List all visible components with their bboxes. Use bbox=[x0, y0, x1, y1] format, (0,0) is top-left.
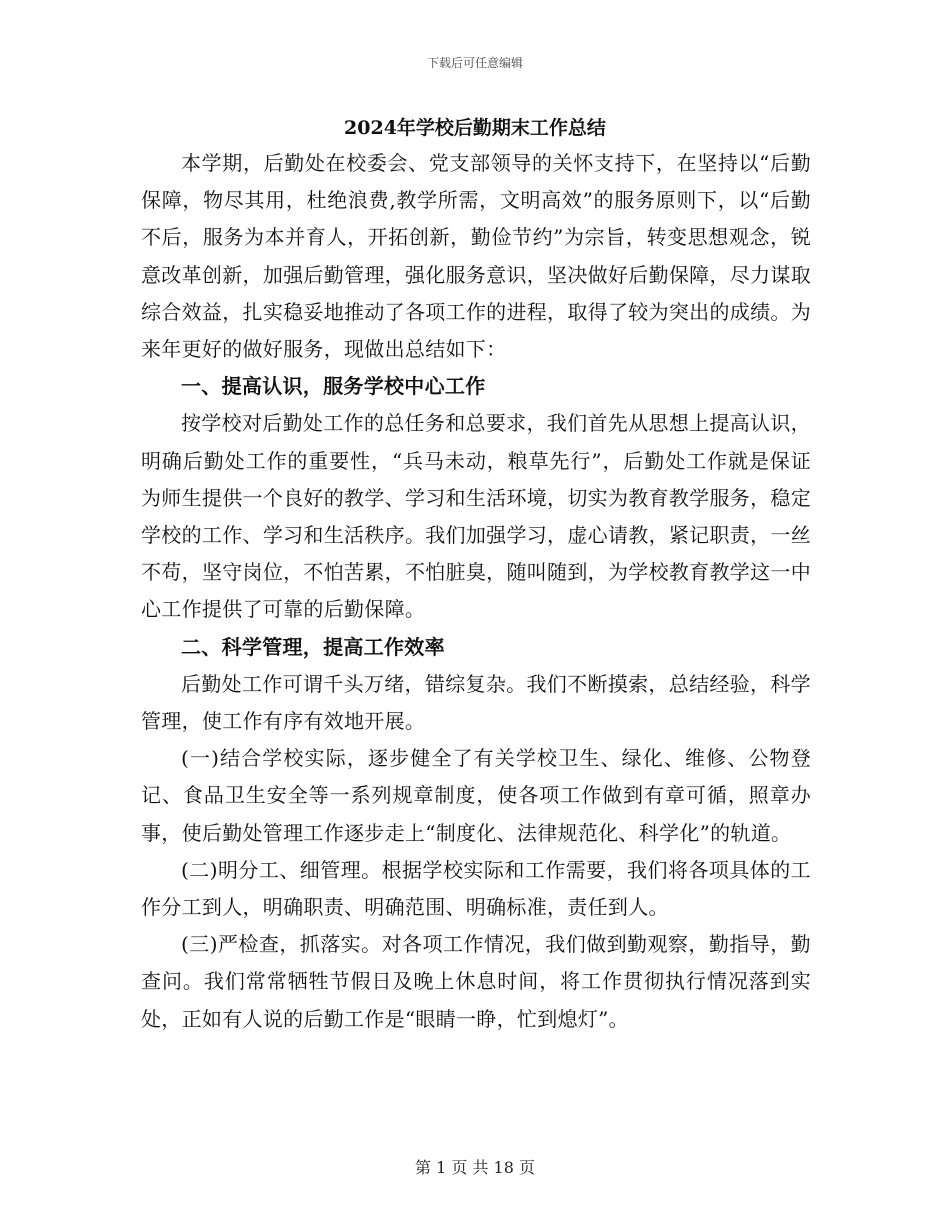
page-indicator: 第 1 页 共 18 页 bbox=[415, 1158, 535, 1177]
paragraph-item-1: (一)结合学校实际，逐步健全了有关学校卫生、绿化、维修、公物登记、食品卫生安全等一系列规章制度，使各项工作做到有章可循，照章办事，使后勤处管理工作逐步走上“制度化、法律规范化、科学化”的轨道。 bbox=[141, 746, 811, 845]
header-note: 下载后可任意编辑 bbox=[426, 56, 523, 70]
paragraph-item-2: (二)明分工、细管理。根据学校实际和工作需要，我们将各项具体的工作分工到人，明确职责、明确范围、明确标准，责任到人。 bbox=[141, 857, 811, 920]
paragraph-section-2: 后勤处工作可谓千头万绪，错综复杂。我们不断摸索，总结经验，科学管理，使工作有序有效地开展。 bbox=[141, 671, 811, 734]
document-body bbox=[141, 145, 811, 1038]
section-heading-1: 一、提高认识，服务学校中心工作 bbox=[181, 374, 486, 399]
document-title: 2024年学校后勤期末工作总结 bbox=[344, 117, 606, 139]
paragraph-intro: 本学期，后勤处在校委会、党支部领导的关怀支持下，在坚持以“后勤保障，物尽其用，杜绝浪费,教学所需，文明高效”的服务原则下，以“后勤不后，服务为本并育人，开拓创新，勤俭节约”为宗旨，转变思想观念，锐意改革创新，加强后勤管理，强化服务意识，坚决做好后勤保障，尽力谋取综合效益，扎实稳妥地推动了各项工作的进程，取得了较为突出的成绩。为来年更好的做好服务，现做出总结如下： bbox=[141, 151, 811, 362]
paragraph-item-3: (三)严检查，抓落实。对各项工作情况，我们做到勤观察，勤指导，勤查问。我们常常牺牲节假日及晚上休息时间，将工作贯彻执行情况落到实处，正如有人说的后勤工作是“眼睛一睁，忙到熄灯”。 bbox=[141, 932, 811, 1031]
paragraph-section-1: 按学校对后勤处工作的总任务和总要求，我们首先从思想上提高认识，明确后勤处工作的重要性，“兵马未动，粮草先行”，后勤处工作就是保证为师生提供一个良好的教学、学习和生活环境，切实为教育教学服务，稳定学校的工作、学习和生活秩序。我们加强学习，虚心请教，紧记职责，一丝不苟，坚守岗位，不怕苦累，不怕脏臭，随叫随到，为学校教育教学这一中心工作提供了可靠的后勤保障。 bbox=[141, 411, 811, 622]
section-heading-2: 二、科学管理，提高工作效率 bbox=[181, 634, 445, 659]
